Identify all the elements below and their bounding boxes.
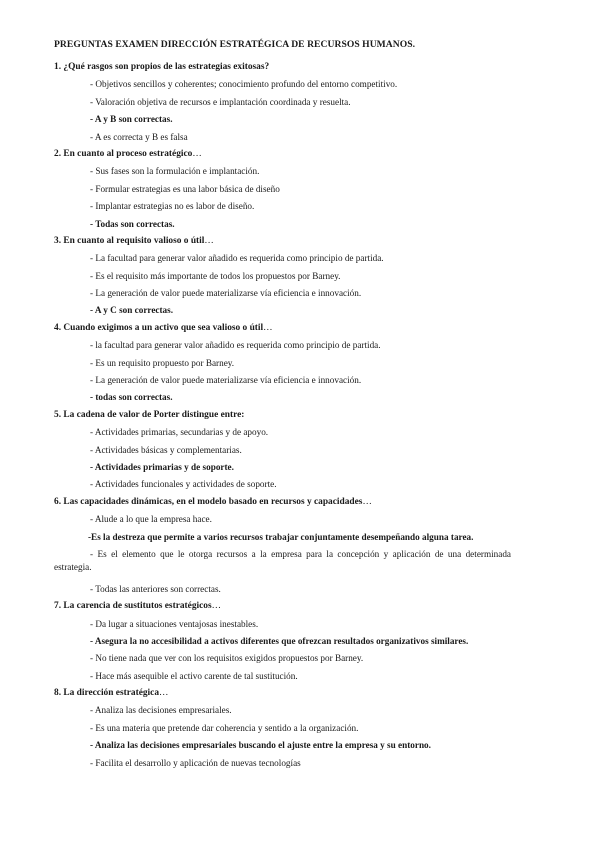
question-heading (0, 322, 599, 339)
answer-option: - La generación de valor puede materializarse vía eficiencia e innovación. (90, 288, 362, 299)
question-ellipsis: … (263, 322, 273, 333)
document-title: PREGUNTAS EXAMEN DIRECCIÓN ESTRATÉGICA DE RECURSOS HUMANOS. (54, 39, 416, 50)
question-block (0, 687, 599, 774)
answer-option: - La facultad para generar valor añadido es requerida como principio de partida. (90, 253, 384, 264)
answer-option-correct: - A y C son correctas. (90, 305, 174, 316)
answer-option: - Actividades primarias, secundarias y de apoyo. (90, 427, 269, 438)
answer-option: - Sus fases son la formulación e implantación. (90, 166, 260, 177)
question-ellipsis: … (204, 235, 214, 246)
question-text: 4. Cuando exigimos a un activo que sea valioso o útil (54, 322, 264, 333)
answer-option-correct: - Actividades primarias y de soporte. (90, 461, 234, 472)
answer-option: - Alude a lo que la empresa hace. (90, 514, 212, 525)
answer-option: - Implantar estrategias no es labor de diseño. (90, 201, 255, 212)
question-heading (0, 600, 599, 617)
question-block (0, 61, 599, 148)
question-block (0, 409, 599, 496)
answer-option: - Es el elemento que le otorga recursos a la empresa para la concepción y aplicación de una determinada estrategia. (54, 548, 511, 572)
answer-option: - Formular estrategias es una labor básica de diseño (90, 183, 280, 194)
question-ellipsis: … (159, 688, 169, 699)
question-block (0, 148, 599, 235)
answer-option-correct: -Es la destreza que permite a varios recursos trabajar conjuntamente desempeñando alguna tarea. (88, 531, 474, 542)
question-heading (0, 409, 599, 426)
question-text: 7. La carencia de sustitutos estratégicos (54, 601, 212, 612)
question-text: 1. ¿Qué rasgos son propios de las estrategias exitosas? (54, 62, 270, 72)
answer-option: - No tiene nada que ver con los requisitos exigidos propuestos por Barney. (90, 653, 364, 664)
answer-option: - Analiza las decisiones empresariales. (90, 705, 232, 716)
question-text: 2. En cuanto al proceso estratégico (54, 148, 193, 159)
question-text: 3. En cuanto al requisito valioso o útil (54, 235, 205, 246)
question-heading (0, 61, 599, 78)
answer-option: - Actividades básicas y complementarias. (90, 444, 242, 455)
answer-option-correct: - Asegura la no accesibilidad a activos diferentes que ofrezcan resultados organizativos similares. (90, 635, 469, 646)
question-text: 5. La cadena de valor de Porter distingue entre: (54, 409, 245, 420)
answer-option: - Es una materia que pretende dar coherencia y sentido a la organización. (90, 722, 359, 733)
question-text: 8. La dirección estratégica (54, 688, 160, 699)
answer-option: - A es correcta y B es falsa (90, 131, 188, 142)
answer-option: - la facultad para generar valor añadido es requerida como principio de partida. (90, 340, 381, 351)
answer-option: - Todas las anteriores son correctas. (90, 583, 221, 594)
question-block (0, 496, 599, 600)
answer-option: - Hace más asequible el activo carente de tal sustitución. (90, 670, 298, 681)
answer-option-correct: - A y B son correctas. (90, 114, 173, 125)
question-heading (0, 148, 599, 165)
answer-option: - Actividades funcionales y actividades de soporte. (90, 479, 277, 490)
question-heading (0, 687, 599, 704)
question-ellipsis: … (211, 601, 221, 612)
answer-option: - Valoración objetiva de recursos e implantación coordinada y resuelta. (90, 96, 351, 107)
question-block (0, 322, 599, 409)
question-heading (0, 235, 599, 252)
answer-option: - Da lugar a situaciones ventajosas inestables. (90, 618, 259, 629)
answer-option-correct: - Analiza las decisiones empresariales buscando el ajuste entre la empresa y su entorno. (90, 740, 431, 751)
answer-option-correct: - todas son correctas. (90, 392, 173, 403)
answer-option: - La generación de valor puede materializarse vía eficiencia e innovación. (90, 375, 362, 386)
answer-option: - Es el requisito más importante de todos los propuestos por Barney. (90, 270, 341, 281)
answer-option-correct: - Todas son correctas. (90, 218, 175, 229)
question-block (0, 600, 599, 687)
answer-option: - Es un requisito propuesto por Barney. (90, 357, 235, 368)
question-ellipsis: … (192, 148, 202, 159)
question-heading (0, 496, 599, 513)
question-block (0, 235, 599, 322)
question-ellipsis: … (362, 496, 372, 507)
question-list (0, 61, 599, 774)
answer-option: - Objetivos sencillos y coherentes; conocimiento profundo del entorno competitivo. (90, 79, 398, 90)
answer-option: - Facilita el desarrollo y aplicación de nuevas tecnologías (90, 757, 301, 768)
question-text: 6. Las capacidades dinámicas, en el modelo basado en recursos y capacidades (54, 496, 363, 507)
